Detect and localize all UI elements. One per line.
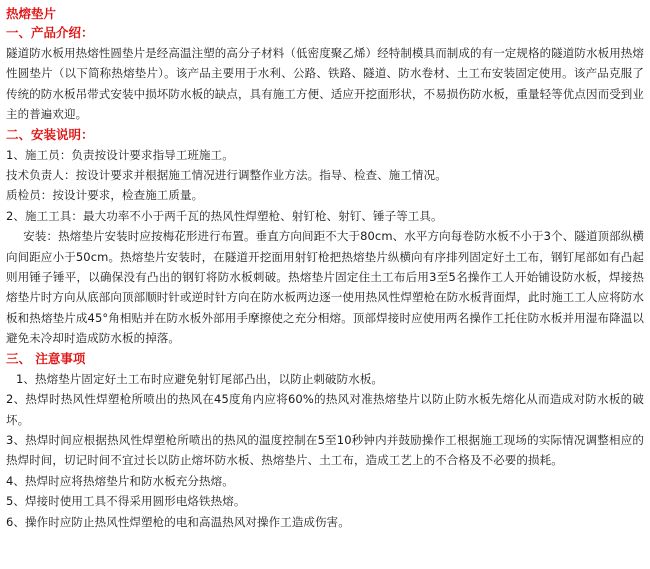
- list-item: 5、焊接时使用工具不得采用圆形电烙铁热熔。: [6, 494, 246, 509]
- list-item: 4、热焊时应将热熔垫片和防水板充分热熔。: [6, 473, 234, 488]
- section-heading: 一、产品介绍：: [6, 25, 94, 40]
- paragraph: 质检员：按设计要求，检查施工质量。: [6, 188, 204, 203]
- document-title: 热熔垫片: [6, 6, 57, 21]
- section-installation: [6, 125, 644, 349]
- paragraph: 2、施工工具：最大功率不小于两千瓦的热风性焊塑枪、射钉枪、射钉、锤子等工具。: [6, 208, 443, 223]
- list-item: 2、热焊时热风性焊塑枪所喷出的热风在45度角内应将60%的热风对准热熔垫片以防止防水板先熔化从而造成对防水板的破坏。: [6, 392, 644, 427]
- paragraph: 技术负责人：按设计要求并根据施工情况进行调整作业方法。指导、检查、施工情况。: [6, 168, 447, 183]
- list-item: 3、热焊时间应根据热风性焊塑枪所喷出的热风的温度控制在5至10秒钟内并鼓励操作工根据施工现场的实际情况调整相应的热焊时间，切记时间不宜过长以防止熔坏防水板、热熔垫片、土工布，造成工艺上的不合格及不必要的损耗。: [6, 432, 644, 468]
- paragraph: 隧道防水板用热熔性圆垫片是经高温注塑的高分子材料（低密度聚乙烯）经特制模具而制成的有一定规格的隧道防水板用热熔性圆垫片（以下简称热熔垫片）。该产品主要用于水利、公路、铁路、隧道、防水卷材、土工布安装固定使用。该产品克服了传统的防水板吊带式安装中损坏防水板的缺点，具有施工方便、适应开挖面形状，不易损伤防水板，重量轻等优点因而受到业主的普遍欢迎。: [6, 46, 644, 122]
- section-precautions: [6, 349, 644, 532]
- list-item: 1、热熔垫片固定好土工布时应避免射钉尾部凸出，以防止刺破防水板。: [16, 371, 384, 386]
- section-heading: 三、 注意事项: [6, 350, 86, 366]
- section-product-intro: [6, 23, 644, 125]
- paragraph: 1、施工员：负责按设计要求指导工班施工。: [6, 147, 234, 162]
- paragraph: 安装：热熔垫片安装时应按梅花形进行布置。垂直方向间距不大于80cm、水平方向每卷防水板不小于3个、隧道顶部纵横向间距应小于50cm。热熔垫片安装时，在隧道开挖面用射钉枪把热熔垫片纵横向有序排列固定好土工布，钢钉尾部如有凸起则用锤子锤平，以确保没有凸出的钢钉将防水板刺破。热熔垫片固定住土工布后用3至5名操作工人开始铺设防水板，焊接热熔垫片时方向从底部向顶部顺时针或逆时针方向在防水板两边逐一使用热风性焊塑枪在防水板背面焊，此时施工工人应将防水板和热熔垫片成45°角相贴并在防水板外部用手摩擦使之充分相熔。顶部焊接时应使用两名操作工托住防水板并用湿布降温以避免未冷却时造成防水板的掉落。: [6, 229, 644, 346]
- list-item: 6、操作时应防止热风性焊塑枪的电和高温热风对操作工造成伤害。: [6, 514, 350, 529]
- section-heading: 二、安装说明：: [6, 126, 94, 142]
